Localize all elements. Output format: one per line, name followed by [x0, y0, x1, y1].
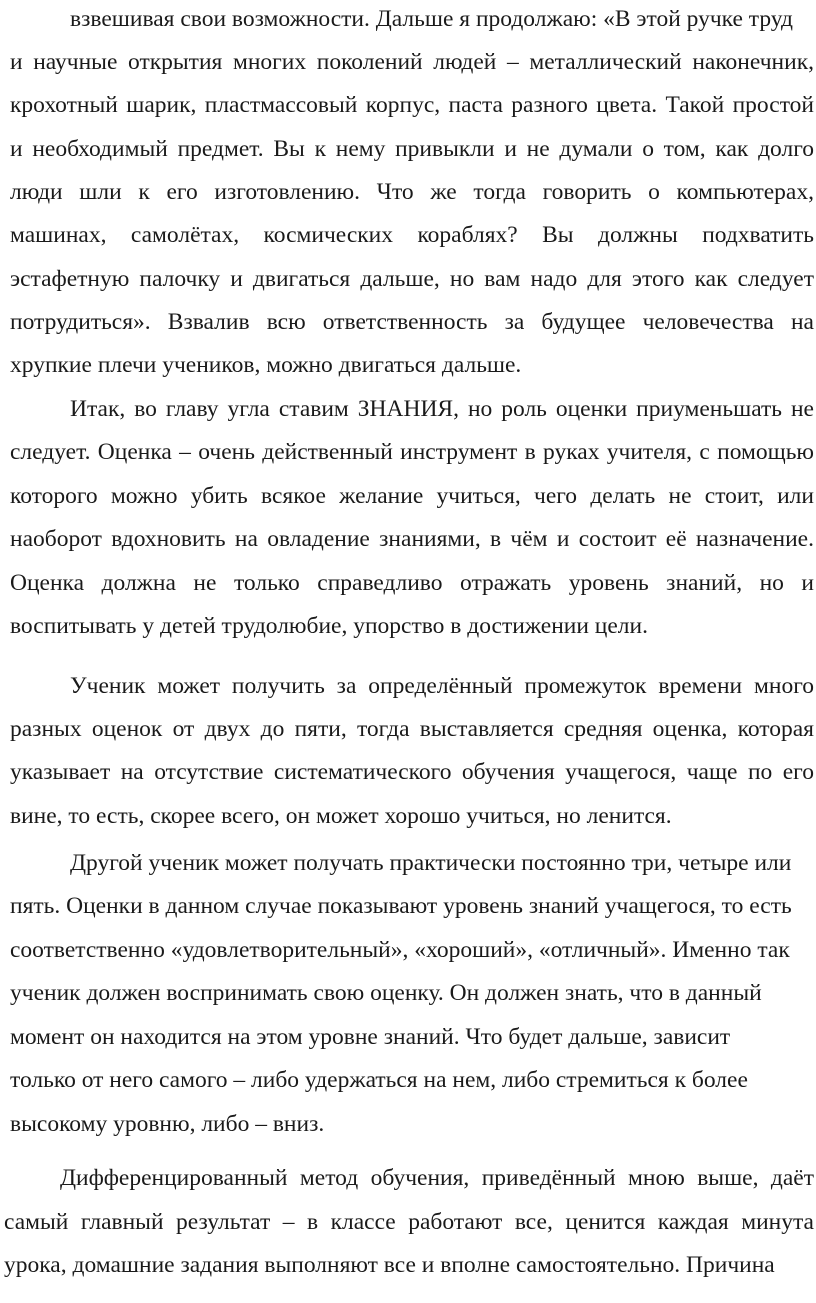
text-line: которого можно убить всякое желание учиться, чего делать не стоит, или [10, 483, 814, 509]
text-line: Другой ученик может получать практически постоянно три, четыре или [70, 850, 792, 876]
text-line: люди шли к его изготовлению. Что же тогда говорить о компьютерах, [10, 179, 814, 205]
text-line: следует. Оценка – очень действенный инструмент в руках учителя, с помощью [10, 439, 814, 465]
text-line: ученик должен воспринимать свою оценку. Он должен знать, что в данный [10, 980, 762, 1006]
text-line: и научные открытия многих поколений людей – металлический наконечник, [10, 49, 814, 75]
text-line: потрудиться». Взвалив всю ответственность за будущее человечества на [10, 309, 814, 335]
text-line: хрупкие плечи учеников, можно двигаться дальше. [10, 352, 522, 378]
text-line: взвешивая свои возможности. Дальше я продолжаю: «В этой ручке труд [70, 6, 794, 32]
text-line: пять. Оценки в данном случае показывают уровень знаний учащегося, то есть [10, 893, 792, 919]
text-line: соответственно «удовлетворительный», «хороший», «отличный». Именно так [10, 937, 790, 963]
text-line: указывает на отсутствие систематического обучения учащегося, чаще по его [10, 759, 814, 785]
text-line: наоборот вдохновить на овладение знаниями, в чём и состоит её назначение. [10, 526, 814, 552]
text-line: только от него самого – либо удержаться на нем, либо стремиться к более [10, 1067, 748, 1093]
text-line: вине, то есть, скорее всего, он может хорошо учиться, но ленится. [10, 803, 672, 829]
text-line: момент он находится на этом уровне знаний. Что будет дальше, зависит [10, 1024, 731, 1050]
text-line: урока, домашние задания выполняют все и вполне самостоятельно. Причина [4, 1252, 775, 1278]
text-line: эстафетную палочку и двигаться дальше, но вам надо для этого как следует [10, 266, 814, 292]
text-line: крохотный шарик, пластмассовый корпус, паста разного цвета. Такой простой [10, 92, 814, 118]
text-line: разных оценок от двух до пяти, тогда выставляется средняя оценка, которая [10, 716, 814, 742]
text-line: Дифференцированный метод обучения, приведённый мною выше, даёт [60, 1165, 814, 1191]
text-line: Итак, во главу угла ставим ЗНАНИЯ, но роль оценки приуменьшать не [70, 396, 814, 422]
text-line: Ученик может получить за определённый промежуток времени много [70, 673, 814, 699]
text-line: и необходимый предмет. Вы к нему привыкли и не думали о том, как долго [10, 136, 814, 162]
text-line: машинах, самолётах, космических кораблях? Вы должны подхватить [10, 222, 814, 248]
text-line: Оценка должна не только справедливо отражать уровень знаний, но и [10, 570, 814, 596]
text-line: воспитывать у детей трудолюбие, упорство в достижении цели. [10, 613, 648, 639]
text-line: высокому уровню, либо – вниз. [10, 1111, 325, 1137]
text-line: самый главный результат – в классе работают все, ценится каждая минута [4, 1209, 814, 1235]
